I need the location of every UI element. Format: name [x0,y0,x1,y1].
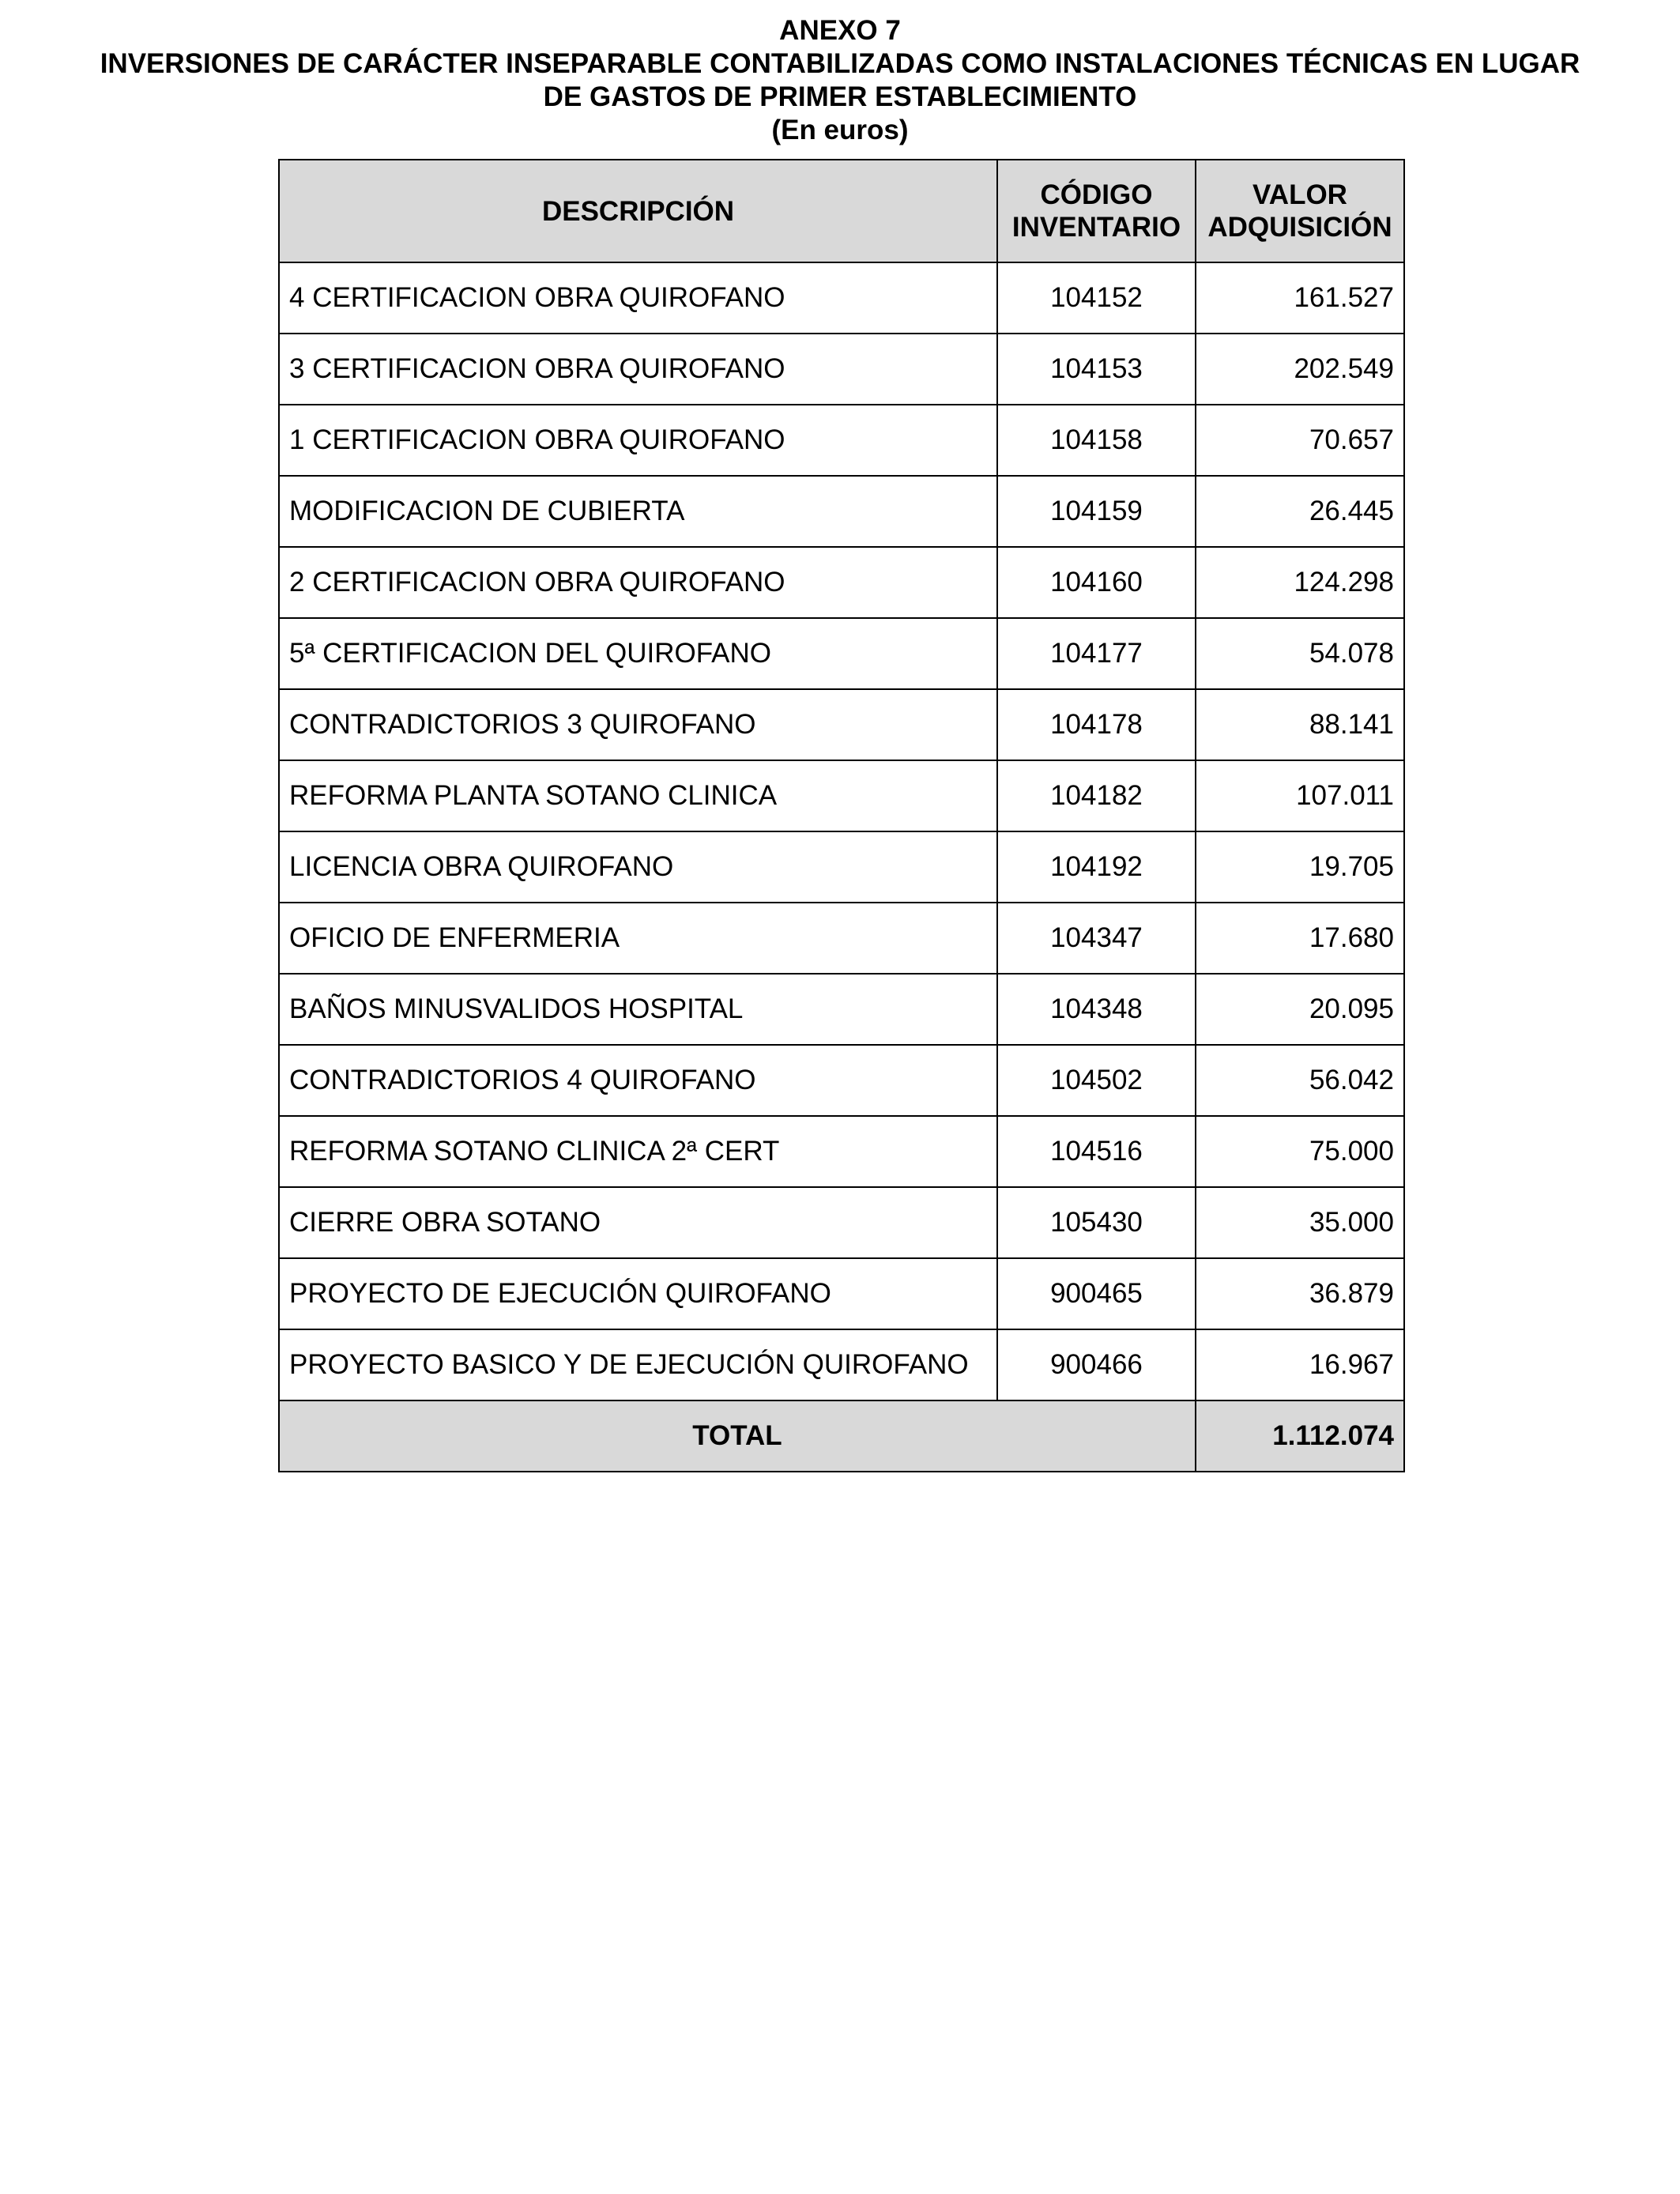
table-row [279,262,1404,334]
table-row [279,831,1404,903]
document-title-line-1: INVERSIONES DE CARÁCTER INSEPARABLE CONTABILIZADAS COMO INSTALACIONES TÉCNICAS EN LUGAR [100,48,1580,79]
row-inventory-code: 104160 [997,547,1196,618]
row-inventory-code: 104153 [997,334,1196,405]
table-row [279,476,1404,547]
row-acquisition-value: 161.527 [1196,262,1404,334]
row-acquisition-value: 16.967 [1196,1329,1404,1400]
row-acquisition-value: 124.298 [1196,547,1404,618]
row-acquisition-value: 19.705 [1196,831,1404,903]
table-row [279,974,1404,1045]
annex-number: ANEXO 7 [779,15,901,46]
table-row [279,689,1404,760]
row-inventory-code: 104348 [997,974,1196,1045]
row-acquisition-value: 20.095 [1196,974,1404,1045]
row-description: CONTRADICTORIOS 3 QUIROFANO [279,689,997,760]
row-description: PROYECTO DE EJECUCIÓN QUIROFANO [279,1258,997,1329]
row-description: OFICIO DE ENFERMERIA [279,903,997,974]
total-value: 1.112.074 [1196,1400,1404,1472]
row-inventory-code: 104182 [997,760,1196,831]
row-description: PROYECTO BASICO Y DE EJECUCIÓN QUIROFANO [279,1329,997,1400]
row-description: 5ª CERTIFICACION DEL QUIROFANO [279,618,997,689]
row-acquisition-value: 70.657 [1196,405,1404,476]
row-acquisition-value: 202.549 [1196,334,1404,405]
investments-table [278,159,1405,1472]
table-row [279,334,1404,405]
row-acquisition-value: 107.011 [1196,760,1404,831]
table-row [279,760,1404,831]
row-description: 1 CERTIFICACION OBRA QUIROFANO [279,405,997,476]
row-inventory-code: 900466 [997,1329,1196,1400]
column-header-acquisition-value: VALOR ADQUISICIÓN [1196,160,1404,262]
row-acquisition-value: 17.680 [1196,903,1404,974]
total-label: TOTAL [279,1400,1196,1472]
row-description: CIERRE OBRA SOTANO [279,1187,997,1258]
row-description: LICENCIA OBRA QUIROFANO [279,831,997,903]
total-row [279,1400,1404,1472]
row-description: MODIFICACION DE CUBIERTA [279,476,997,547]
row-inventory-code: 104177 [997,618,1196,689]
row-inventory-code: 104159 [997,476,1196,547]
row-description: REFORMA SOTANO CLINICA 2ª CERT [279,1116,997,1187]
row-description: 4 CERTIFICACION OBRA QUIROFANO [279,262,997,334]
row-acquisition-value: 54.078 [1196,618,1404,689]
table-row [279,903,1404,974]
row-description: BAÑOS MINUSVALIDOS HOSPITAL [279,974,997,1045]
table-row [279,1045,1404,1116]
row-description: 3 CERTIFICACION OBRA QUIROFANO [279,334,997,405]
row-description: REFORMA PLANTA SOTANO CLINICA [279,760,997,831]
row-acquisition-value: 36.879 [1196,1258,1404,1329]
table-row [279,1187,1404,1258]
table-row [279,405,1404,476]
document-header [0,14,1680,147]
table-body [279,262,1404,1400]
column-header-description: DESCRIPCIÓN [279,160,997,262]
table-header-row [279,160,1404,262]
row-inventory-code: 105430 [997,1187,1196,1258]
row-inventory-code: 104178 [997,689,1196,760]
row-acquisition-value: 56.042 [1196,1045,1404,1116]
column-header-inventory-code: CÓDIGO INVENTARIO [997,160,1196,262]
row-inventory-code: 104502 [997,1045,1196,1116]
table-row [279,618,1404,689]
row-acquisition-value: 35.000 [1196,1187,1404,1258]
row-description: 2 CERTIFICACION OBRA QUIROFANO [279,547,997,618]
row-inventory-code: 104192 [997,831,1196,903]
row-inventory-code: 104152 [997,262,1196,334]
row-inventory-code: 900465 [997,1258,1196,1329]
document-title-line-2: DE GASTOS DE PRIMER ESTABLECIMIENTO [543,81,1137,112]
row-acquisition-value: 88.141 [1196,689,1404,760]
row-acquisition-value: 75.000 [1196,1116,1404,1187]
row-inventory-code: 104158 [997,405,1196,476]
table-row [279,1116,1404,1187]
row-inventory-code: 104516 [997,1116,1196,1187]
table-row [279,547,1404,618]
row-acquisition-value: 26.445 [1196,476,1404,547]
table-row [279,1258,1404,1329]
currency-units: (En euros) [771,115,909,145]
row-description: CONTRADICTORIOS 4 QUIROFANO [279,1045,997,1116]
table-row [279,1329,1404,1400]
row-inventory-code: 104347 [997,903,1196,974]
